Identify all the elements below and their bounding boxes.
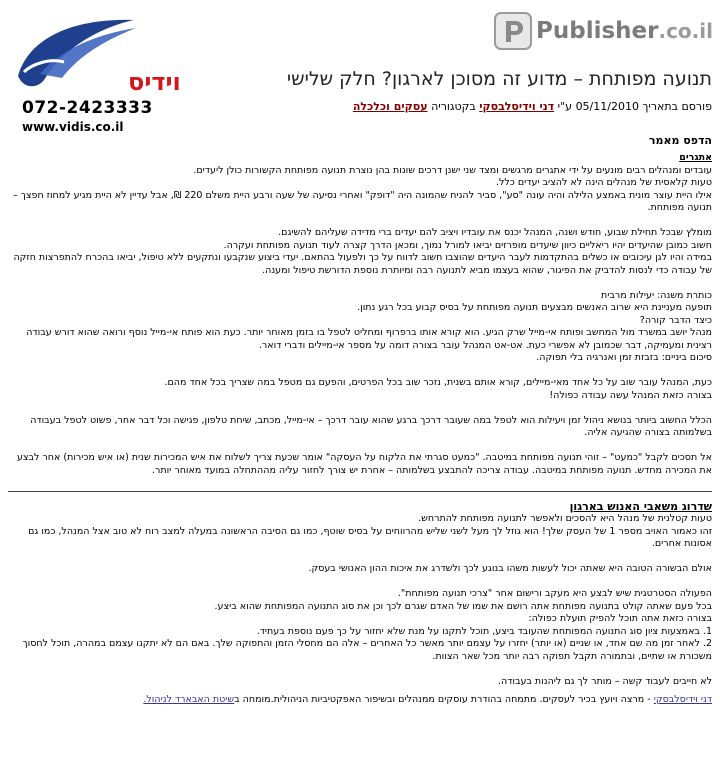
paragraph-gap: [8, 215, 712, 228]
paragraph: אל תסכים לקבל "כמעט" – זוהי תנועה מפותחת במיטבה. "כמעט סגרתי את הלקוח על העסקה" אומר שכעת צריך לשלוח את איש המכירות שנית (או איש מכירות) אחר לבצע את המכירה מחדש. תנועה מפותחת במיטבה. עבודה צריכה להתבצע בשלמותה – אחרת יש צורך לחזור עליה מההתחלה במועד מאוחר יותר.: [16, 452, 712, 476]
article-body: [8, 152, 712, 707]
vidis-logo[interactable]: [10, 14, 181, 96]
section1-paragraphs: [8, 165, 712, 478]
paragraph: טעות קלאסית של מנהלים הינה לא להציב יעדים כלל.: [495, 177, 712, 188]
paragraph-gap: [8, 277, 712, 290]
paragraph: אולם הבשורה הטובה היא שאתה יכול לעשות משהו בנוגע לכך ולשדרג את איכות ההון האנושי בעסק.: [308, 563, 712, 574]
paragraph: סיכום ביניים: בזבזת זמן ואנרגיה בלי תפוקה.: [536, 352, 712, 363]
page-header: [0, 0, 720, 147]
paragraph: במידה והיו לגן עיכובים או כשלים בהתקדמות לעבר היעדים שהוצבו חשוב לדווח על כך ולפעול בהתאם. יעדי ביצוע שנקבעו ונתקעים ללא טיפול, יביאו בהכרח להתפרצות חזקה של עבודה כדי לנסות להדביק את הפיגור, שהוא בעצמו מביא לתנועה רבה ומיותרת נוספת הדורשת טיפול ומענה.: [13, 252, 712, 276]
author-link[interactable]: דני וידיסלבסקי: [479, 100, 555, 113]
paragraph-gap: [8, 402, 712, 415]
vidis-phone: 072-2423333: [22, 98, 153, 118]
paragraph: כותרת משנה: יעילות מרבית: [600, 289, 712, 301]
publisher-logo[interactable]: [494, 10, 713, 52]
meta-prefix: פורסם בתאריך 05/11/2010 ע"י: [557, 100, 712, 113]
paragraph: 2. לאחר זמן מה שם אחד, או שניים (או יותר) יחזרו על עצמם יותר מאשר כל האחרים – אלה הם מחסלי הזמן והתפוקה שלך. באם הם לא יתקנו עצמם במהרה, תוכל לחסוך משכורת או שתיים, ובתמורה תקבל תפוקה רבה יותר מכל שאר הצוות.: [22, 638, 712, 662]
paragraph: חשוב כמובן שהיעדים יהיו ריאליים כיוון שיעדים מופרזים יביאו למורל נמוך, ומכאן הדרך קצרה לעוד תנועה מפותחת ועקרה.: [223, 239, 712, 251]
author-bio-link[interactable]: דני וידיסלבסקי: [653, 694, 712, 705]
print-article-link[interactable]: הדפס מאמר: [648, 134, 712, 147]
author-bio-text: - מרצה ויועץ בכיר לעסקים. מתמחה בהודרת עוסקים ממנהלים ובשיפור האפקטיביות הניהולית.מומחה ב: [234, 694, 651, 705]
meta-middle: בקטגוריה: [431, 100, 476, 113]
paragraph: תופעה מעניינת היא שרוב האנשים מבצעים תנועה מפותחת על בסיס קבוע בכל רגע נתון.: [357, 302, 712, 313]
paragraph: כעת, המנהל עובר שוב על כל אחד מאי-מיילים, קורא אותם בשנית, נזכר שוב בכל הפרטים, והפעם גם מטפל במה שצריך בכל אחד מהם.: [164, 377, 712, 388]
paragraph: אילו היית עוצר מונית באמצע הלילה והיה עונה "סע", סביר להניח שהמונה היה "דופק" ואחרי נסיעה של שעה ורבע היית משלם 220 ₪, אבל עדיין לא היית מגיע למחוז חפצך – תנועה מפותחת.: [13, 189, 712, 213]
section2-heading: שדרוג משאבי האנוש בארגון: [569, 500, 712, 513]
paragraph: זהו כאמור האויב מספר 1 של העסק שלך! הוא גוזל לך מעל לשני שליש מהרווחים על בסיס שוטף, כמו גם הסיבה הראשונה במעלה למצב רוח לא טוב אצל המנהל, כמו גם אסונות אחרים.: [28, 525, 712, 549]
section2-paragraphs: [8, 513, 712, 688]
paragraph-gap: [8, 551, 712, 564]
section-heading: אתגרים: [679, 152, 712, 163]
paragraph-gap: [8, 663, 712, 676]
divider: [8, 491, 712, 492]
paragraph-gap: [8, 576, 712, 589]
category-link[interactable]: עסקים וכלכלה: [352, 100, 428, 113]
paragraph: בצורה כזאת אתה תוכל להפיק תועלת כפולה:: [528, 613, 712, 624]
vidis-url[interactable]: www.vidis.co.il: [22, 120, 124, 134]
paragraph: עובדים ומנהלים רבים מונעים על ידי אתגרים מרגשים ומצד שני ישנן דרכים שונות בהן נוצרת תנועה מפותחת הקשורות כולן ליעדים.: [193, 164, 712, 176]
paragraph-gap: [8, 365, 712, 378]
paragraph: הפעולה הסטרטגית שיש לבצע היא מעקב ורישום אחר "צרכי תנועה מפותחת".: [397, 588, 712, 599]
publisher-brand: Publisher: [536, 18, 659, 44]
paragraph: לא חייבים לעבוד קשה – מותר לך גם ליהנות בעבודה.: [497, 675, 712, 687]
paragraph: 1. באמצעות ציון סוג התנועה המפותחת שהעובד ביצע, תוכל לתקנו על מנת שלא יחזור על כך פעם נוספת בעתיד.: [256, 625, 712, 637]
author-bio: [8, 694, 712, 707]
article-title: תנועה מפותחת – מדוע זה מסוכן לארגון? חלק שלישי: [286, 68, 712, 90]
method-link[interactable]: שיטת האבארד לניהול.: [143, 694, 235, 705]
article-meta: [152, 100, 712, 113]
paragraph: כיצד הדבר קורה?: [639, 314, 712, 326]
pencil-p-icon: [494, 12, 532, 50]
paragraph: בכל פעם שאתה קולט בתנועה מפותחת אתה רושם את שמו של האדם שגרם לכך וכן את סוג התנועה המפותחת שהוא ביצע.: [214, 600, 712, 612]
vidis-logo-text: וידיס: [128, 68, 181, 96]
paragraph: הכלל החשוב ביותר בנושא ניהול זמן ויעילות הוא לטפל במה שעובר דרכך ברגע שהוא עובר דרכך – אי-מייל, מכתב, שיחת טלפון, פגישה וכל דבר אחר, פשוט לטפל בעבודה בשלמותה בצורה שהגיעה אליה.: [30, 414, 712, 438]
publisher-domain: .co.il: [658, 19, 713, 43]
paragraph: בצורה כזאת המנהל עשה עבודה כפולה!: [549, 389, 712, 401]
paragraph: מומלץ שבכל תחילת שבוע, חודש ושנה, המנהל יכנס את עובדיו ויציב להם יעדים ברי מדידה שעליהם להשיגם.: [278, 227, 712, 238]
paragraph-gap: [8, 440, 712, 453]
paragraph: טעות קטלנית של מנהל היא להסכים ולאפשר לתנועה מפותחת להתרחש.: [418, 513, 712, 524]
paragraph: מנהל יושב במשרד מול המחשב ופותח אי-מייל שרק הגיע. הוא קורא אותו ברפרוף ומחליט לטפל בו בזמן מאוחר יותר. כעת הוא פותח אי-מייל נוסף ורואה שהוא דורש עבודה רצינית ומעמיקה, דבר שכמובן לא אפשרי כעת. אט-אט המנהל עובר בצורה דומה על מספר אי-מיילים ודברי דואר.: [26, 327, 712, 351]
